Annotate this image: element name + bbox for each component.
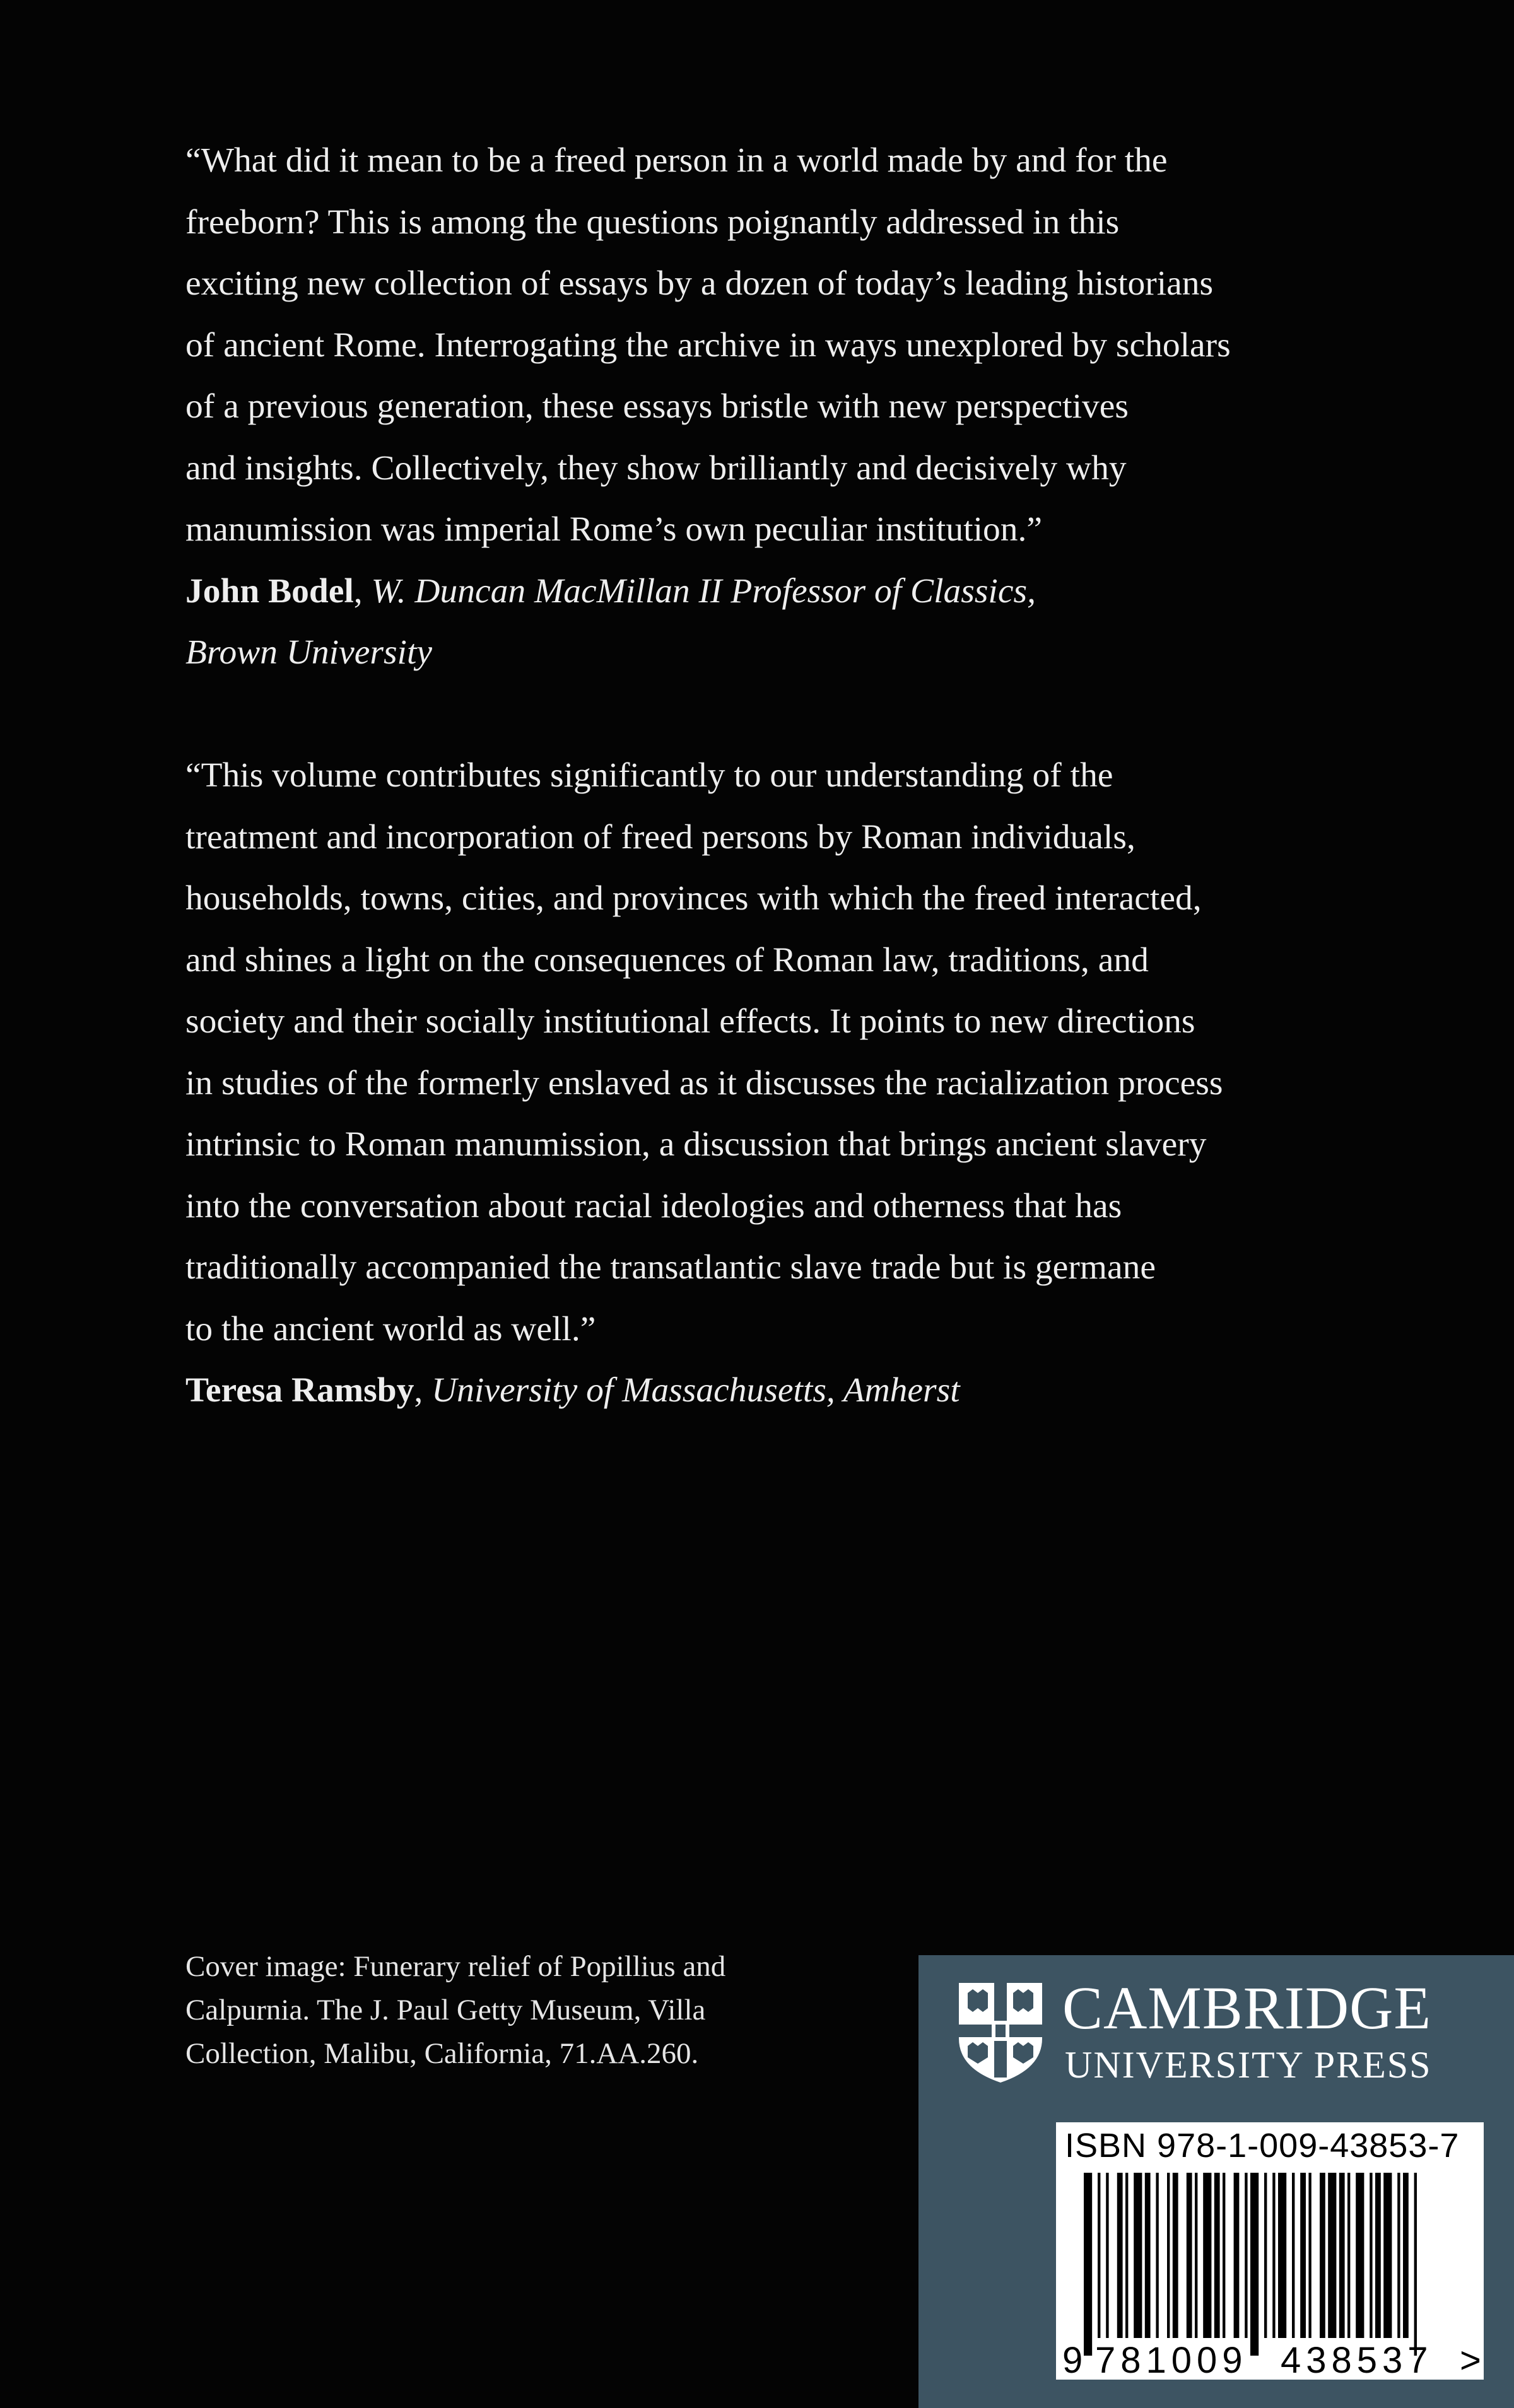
quote-line: society and their socially institutional effects. It points to new directions (185, 1002, 1195, 1041)
barcode-bar (1173, 2173, 1178, 2338)
barcode-bar (1145, 2173, 1151, 2338)
barcode-bar (1370, 2173, 1372, 2338)
quote-line: traditionally accompanied the transatlantic slave trade but is germane (185, 1248, 1156, 1287)
endorser-affiliation: University of Massachusetts, Amherst (431, 1371, 960, 1410)
barcode-bar (1223, 2173, 1225, 2338)
barcode-bar (1278, 2173, 1286, 2338)
barcode-bar (1403, 2173, 1409, 2338)
barcode-bar (1234, 2173, 1240, 2338)
endorsement-1 (185, 130, 1371, 684)
quote-line: exciting new collection of essays by a dozen of today’s leading historians (185, 264, 1214, 303)
barcode-bar (1397, 2173, 1400, 2338)
endorser-title: W. Duncan MacMillan II Professor of Classics, (371, 571, 1036, 611)
barcode-bar (1098, 2173, 1100, 2338)
barcode-bar (1292, 2173, 1294, 2338)
barcode-bar (1300, 2173, 1306, 2338)
barcode-bar (1187, 2173, 1192, 2338)
quote-line: treatment and incorporation of freed persons by Roman individuals, (185, 817, 1136, 856)
barcode-bar (1320, 2173, 1325, 2338)
credit-line: Collection, Malibu, California, 71.AA.260. (185, 2037, 699, 2070)
barcode-digits (1056, 2339, 1484, 2380)
endorser-name: John Bodel (185, 571, 354, 611)
quote-line: of a previous generation, these essays bristle with new perspectives (185, 387, 1129, 426)
barcode-digit-group-2: 438537 (1281, 2340, 1433, 2381)
barcode-bar (1156, 2173, 1158, 2338)
barcode-bar (1375, 2173, 1381, 2338)
endorsement-2 (185, 745, 1371, 1422)
cover-image-credit (185, 1945, 816, 2076)
isbn-barcode (1056, 2122, 1484, 2380)
publisher-name: CAMBRIDGE (1062, 1974, 1432, 2042)
barcode-bar (1203, 2173, 1211, 2338)
barcode-bar (1356, 2173, 1364, 2338)
barcode-digit-group-1: 781009 (1095, 2340, 1248, 2381)
barcode-quiet-zone-mark: > (1460, 2340, 1481, 2381)
endorser-name: Teresa Ramsby (185, 1371, 414, 1410)
barcode-bar (1195, 2173, 1197, 2338)
credit-line: Cover image: Funerary relief of Popillius and (185, 1950, 726, 1983)
quote-line: and insights. Collectively, they show brilliantly and decisively why (185, 448, 1127, 488)
barcode-bar (1106, 2173, 1108, 2338)
quote-line: in studies of the formerly enslaved as it discusses the racialization process (185, 1063, 1223, 1102)
barcode-bar (1383, 2173, 1392, 2338)
barcode-bar (1272, 2173, 1275, 2338)
publisher-subname: UNIVERSITY PRESS (1065, 2044, 1432, 2086)
quote-line: into the conversation about racial ideologies and otherness that has (185, 1186, 1122, 1225)
cambridge-crest-icon (956, 1980, 1045, 2085)
barcode-bar (1245, 2173, 1247, 2338)
barcode-bar (1134, 2173, 1142, 2338)
quote-line: “This volume contributes significantly to our understanding of the (185, 756, 1113, 795)
quote-line: households, towns, cities, and provinces with which the freed interacted, (185, 879, 1202, 918)
barcode-bar (1117, 2173, 1123, 2338)
quote-line: “What did it mean to be a freed person in a world made by and for the (185, 141, 1168, 180)
attribution: John Bodel, W. Duncan MacMillan II Professor of Classics, (185, 571, 1036, 611)
barcode-bar (1264, 2173, 1267, 2338)
quote-line: and shines a light on the consequences of Roman law, traditions, and (185, 940, 1149, 979)
quote-line: manumission was imperial Rome’s own peculiar institution.” (185, 510, 1043, 549)
barcode-bar (1339, 2173, 1345, 2338)
barcode-digit-first: 9 (1062, 2340, 1083, 2381)
barcode-bar (1125, 2173, 1128, 2338)
barcode-bar (1214, 2173, 1220, 2338)
publisher-panel (918, 1955, 1514, 2408)
quote-line: of ancient Rome. Interrogating the archive in ways unexplored by scholars (185, 325, 1231, 365)
barcode-bar (1167, 2173, 1170, 2338)
barcode-bar (1250, 2173, 1259, 2356)
barcode-bar (1414, 2173, 1417, 2356)
credit-line: Calpurnia. The J. Paul Getty Museum, Villa (185, 1994, 706, 2026)
barcode-bar (1328, 2173, 1336, 2338)
attribution: Teresa Ramsby, University of Massachusetts, Amherst (185, 1371, 960, 1410)
barcode-bar (1347, 2173, 1350, 2338)
quote-line: intrinsic to Roman manumission, a discussion that brings ancient slavery (185, 1125, 1207, 1164)
quote-line: to the ancient world as well.” (185, 1309, 596, 1348)
endorser-affiliation: Brown University (185, 633, 433, 672)
quote-line: freeborn? This is among the questions poignantly addressed in this (185, 202, 1120, 242)
isbn-label: ISBN 978-1-009-43853-7 (1065, 2127, 1460, 2165)
barcode-bar (1308, 2173, 1311, 2338)
barcode-bar (1084, 2173, 1092, 2356)
